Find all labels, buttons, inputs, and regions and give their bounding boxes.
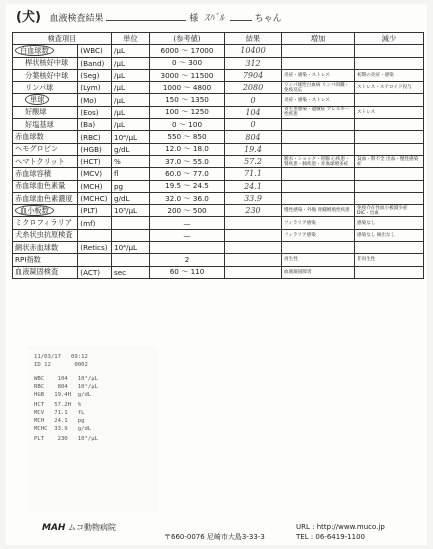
row-unit: sec — [112, 266, 150, 278]
header-ref: (参考値) — [150, 33, 225, 45]
row-result: 2080 — [225, 82, 282, 94]
row-decrease — [355, 266, 424, 278]
row-unit: /μL — [112, 119, 150, 131]
row-decrease: 初期の炎症・感染 — [355, 69, 424, 81]
table-row — [13, 155, 424, 167]
row-increase: フィラリア感染 — [282, 229, 355, 241]
row-unit: 10³/μL — [112, 205, 150, 217]
row-unit — [112, 217, 150, 229]
row-result: 33.9 — [225, 192, 282, 204]
row-abbr: (Ba) — [78, 119, 112, 131]
row-increase: 血液凝固障害 — [282, 266, 355, 278]
row-increase: フィラリア感染 — [282, 217, 355, 229]
row-ref: 100 ～ 1250 — [150, 106, 225, 118]
row-result: 230 — [225, 205, 282, 217]
row-name: ミクロフィラリア — [13, 217, 78, 229]
row-increase: 脱水・ショック・胃腸 心疾患・腎疾患・肺疾患・赤血球増多症 — [282, 155, 355, 167]
table-row — [13, 94, 424, 106]
row-decrease — [355, 180, 424, 192]
row-name: 白血球数 — [13, 45, 78, 57]
row-ref: 60 ～ 110 — [150, 266, 225, 278]
row-abbr: (Seg) — [78, 69, 112, 81]
table-row — [13, 131, 424, 143]
row-abbr: (RBC) — [78, 131, 112, 143]
row-increase — [282, 242, 355, 254]
row-ref: 12.0 ～ 18.0 — [150, 143, 225, 155]
row-increase — [282, 131, 355, 143]
row-ref: 2 — [150, 254, 225, 266]
row-decrease: 貧血・腎不全 出血・慢性感染症 — [355, 155, 424, 167]
row-decrease — [355, 143, 424, 155]
printout-line: MCH 24.1 pg — [34, 418, 85, 424]
header-decrease: 減少 — [355, 33, 424, 45]
row-result: 24.1 — [225, 180, 282, 192]
printout-line: WBC 104 10³/μL — [34, 376, 98, 382]
row-decrease: 非再生性 — [355, 254, 424, 266]
row-result: 0 — [225, 94, 282, 106]
row-ref: 0 ～ 300 — [150, 57, 225, 69]
table-row — [13, 217, 424, 229]
printout-line: ID 12 0002 — [34, 362, 88, 368]
row-increase: 寄生虫感染・過敏症 アレルギー性疾患 — [282, 106, 355, 118]
table-row — [13, 119, 424, 131]
row-increase: 炎症・感染・ストレス — [282, 94, 355, 106]
row-abbr: (mf) — [78, 217, 112, 229]
row-result — [225, 217, 282, 229]
table-row — [13, 168, 424, 180]
row-abbr: (ACT) — [78, 266, 112, 278]
row-unit: /μL — [112, 69, 150, 81]
table-row — [13, 229, 424, 241]
row-abbr: (HGB) — [78, 143, 112, 155]
row-ref — [150, 242, 225, 254]
row-name: 赤血球容積 — [13, 168, 78, 180]
row-unit: g/dL — [112, 143, 150, 155]
pet-suffix: ちゃん — [254, 14, 282, 24]
row-name: 血液凝固検査 — [13, 266, 78, 278]
row-decrease: ストレス・ステロイド投与 — [355, 82, 424, 94]
row-increase — [282, 119, 355, 131]
results-table — [12, 32, 424, 279]
table-row — [13, 82, 424, 94]
row-decrease: 感染なし — [355, 217, 424, 229]
row-ref: 200 ～ 500 — [150, 205, 225, 217]
row-increase — [282, 57, 355, 69]
row-result — [225, 254, 282, 266]
row-unit: 10⁴/μL — [112, 131, 150, 143]
table-row — [13, 69, 424, 81]
row-name: 網状赤血球数 — [13, 242, 78, 254]
row-name: 好酸球 — [13, 106, 78, 118]
row-decrease — [355, 168, 424, 180]
row-decrease: ストレス — [355, 106, 424, 118]
clinic-contact — [296, 522, 385, 542]
row-increase: 炎症・感染・ストレス — [282, 69, 355, 81]
table-row — [13, 57, 424, 69]
row-decrease: 免疫介在性血小板減少症 DIC・出血 — [355, 205, 424, 217]
printout-line: HGB 19.4H g/dL — [34, 392, 92, 398]
row-name: 桿状核好中球 — [13, 57, 78, 69]
row-abbr: (Band) — [78, 57, 112, 69]
row-increase: 再生性 — [282, 254, 355, 266]
row-unit — [112, 254, 150, 266]
test-result-sheet — [6, 4, 427, 545]
row-abbr: (MCV) — [78, 168, 112, 180]
analyzer-printout — [28, 346, 158, 512]
row-name: 血小板数 — [13, 205, 78, 217]
row-ref: 6000 ～ 17000 — [150, 45, 225, 57]
row-result: 57.2 — [225, 155, 282, 167]
clinic-logo: MAH ムコ動物病院 — [42, 523, 117, 533]
row-unit — [112, 229, 150, 241]
row-result: 19.4 — [225, 143, 282, 155]
table-row — [13, 143, 424, 155]
row-increase — [282, 45, 355, 57]
row-increase: 慢性感染・外傷 骨髄増殖性疾患 — [282, 205, 355, 217]
row-name: ヘモグロビン — [13, 143, 78, 155]
row-unit: % — [112, 155, 150, 167]
clinic-tel: TEL : 06-6419-1100 — [296, 533, 365, 541]
row-unit: /μL — [112, 57, 150, 69]
table-row — [13, 106, 424, 118]
row-abbr: (MCHC) — [78, 192, 112, 204]
name-suffix: 様 — [189, 14, 199, 24]
header-unit: 単位 — [112, 33, 150, 45]
row-name: 犬糸状虫抗原検査 — [13, 229, 78, 241]
table-header-row — [13, 33, 424, 45]
row-abbr: (HCT) — [78, 155, 112, 167]
row-ref: 60.0 ～ 77.0 — [150, 168, 225, 180]
row-name: 赤血球血色素濃度 — [13, 192, 78, 204]
row-unit: /μL — [112, 106, 150, 118]
printout-line: MCV 71.1 fL — [34, 410, 85, 416]
row-abbr — [78, 254, 112, 266]
row-ref: 1000 ～ 4800 — [150, 82, 225, 94]
row-result: 804 — [225, 131, 282, 143]
row-result — [225, 242, 282, 254]
row-increase — [282, 192, 355, 204]
row-unit: /μL — [112, 82, 150, 94]
header-result: 結果 — [225, 33, 282, 45]
row-decrease — [355, 119, 424, 131]
row-name: ヘマトクリット — [13, 155, 78, 167]
printout-line: RBC 804 10⁴/μL — [34, 384, 98, 390]
animal-type: (犬) — [16, 10, 41, 25]
row-name: 単球 — [13, 94, 78, 106]
row-ref: 32.0 ～ 36.0 — [150, 192, 225, 204]
table-row — [13, 45, 424, 57]
row-decrease — [355, 242, 424, 254]
printout-line: MCHC 33.9 g/dL — [34, 426, 92, 432]
row-unit: g/dL — [112, 192, 150, 204]
row-decrease — [355, 192, 424, 204]
row-result — [225, 266, 282, 278]
header-increase: 増加 — [282, 33, 355, 45]
row-abbr: (Retics) — [78, 242, 112, 254]
row-abbr: (Lym) — [78, 82, 112, 94]
row-abbr: (WBC) — [78, 45, 112, 57]
row-result: 0 — [225, 119, 282, 131]
pet-name: ｽﾊﾞﾙ — [204, 13, 224, 24]
row-unit: fl — [112, 168, 150, 180]
row-increase — [282, 180, 355, 192]
printout-line: 11/03/17 09:12 — [34, 354, 88, 360]
row-result: 71.1 — [225, 168, 282, 180]
row-decrease — [355, 57, 424, 69]
row-ref: 150 ～ 1350 — [150, 94, 225, 106]
row-ref: 0 ～ 100 — [150, 119, 225, 131]
table-row — [13, 180, 424, 192]
row-result: 10400 — [225, 45, 282, 57]
row-abbr: (Eos) — [78, 106, 112, 118]
row-ref: 19.5 ～ 24.5 — [150, 180, 225, 192]
row-unit: /μL — [112, 94, 150, 106]
printout-line: PLT 230 10³/μL — [34, 436, 98, 442]
header-item: 検査項目 — [13, 33, 112, 45]
row-ref: 37.0 ～ 55.0 — [150, 155, 225, 167]
sheet-title: 血液検査結果 — [49, 14, 104, 24]
row-decrease — [355, 131, 424, 143]
row-decrease — [355, 94, 424, 106]
row-increase — [282, 168, 355, 180]
row-result — [225, 229, 282, 241]
row-decrease: 感染なし 検出なし — [355, 229, 424, 241]
row-unit: /μL — [112, 45, 150, 57]
row-ref: — — [150, 229, 225, 241]
row-abbr: (Mo) — [78, 94, 112, 106]
table-row — [13, 205, 424, 217]
clinic-url[interactable]: URL : http://www.muco.jp — [296, 523, 385, 531]
sheet-header — [16, 6, 282, 25]
printout-line: HCT 57.2H % — [34, 402, 82, 408]
row-unit: 10⁴/μL — [112, 242, 150, 254]
row-increase: リンパ球性白血病 リンパ肉腫・免疫反応 — [282, 82, 355, 94]
row-abbr: (MCH) — [78, 180, 112, 192]
row-ref: — — [150, 217, 225, 229]
row-abbr — [78, 229, 112, 241]
row-name: リンパ球 — [13, 82, 78, 94]
row-ref: 3000 ～ 11500 — [150, 69, 225, 81]
row-name: 好塩基球 — [13, 119, 78, 131]
clinic-name: ムコ動物病院 — [68, 523, 117, 532]
row-increase — [282, 143, 355, 155]
table-row — [13, 254, 424, 266]
row-result: 7904 — [225, 69, 282, 81]
table-row — [13, 192, 424, 204]
row-abbr: (PLT) — [78, 205, 112, 217]
table-row — [13, 266, 424, 278]
row-name: 赤血球数 — [13, 131, 78, 143]
row-result: 312 — [225, 57, 282, 69]
clinic-address: 〒660-0076 尼崎市大島3-33-3 — [164, 533, 265, 541]
row-unit: pg — [112, 180, 150, 192]
row-result: 104 — [225, 106, 282, 118]
row-ref: 550 ～ 850 — [150, 131, 225, 143]
table-row — [13, 242, 424, 254]
row-name: RPI指数 — [13, 254, 78, 266]
row-name: 分葉核好中球 — [13, 69, 78, 81]
row-decrease — [355, 45, 424, 57]
row-name: 赤血球血色素量 — [13, 180, 78, 192]
